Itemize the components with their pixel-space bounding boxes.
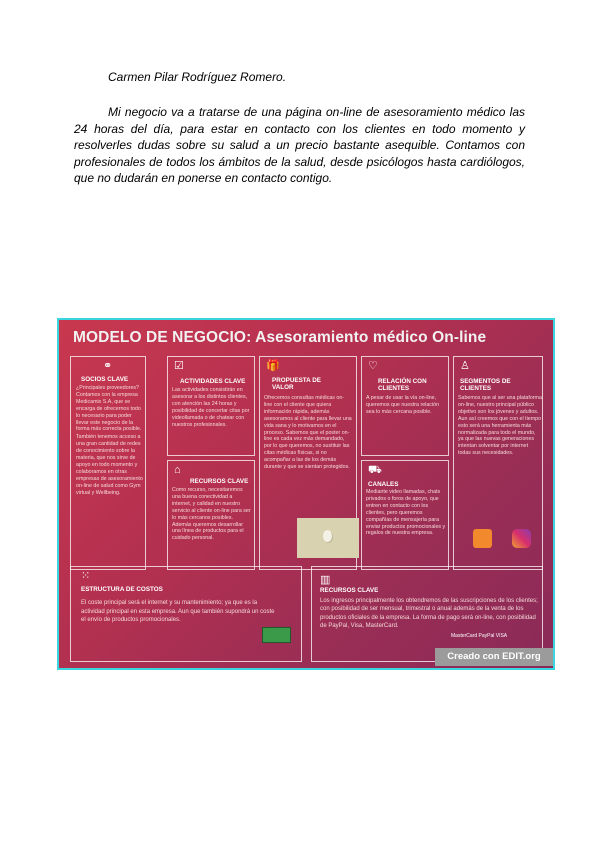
gift-icon: 🎁 [266, 360, 280, 372]
recursos-clave-text: Como recurso, necesitaremos una buena conectividad a internet, y calidad en nuestro servicio al cliente on-line para ser lo más cercanos posibles. Además queremos desarrollar una línea de productos para el cuidado personal. [172, 487, 251, 542]
intro-paragraph: Mi negocio va a tratarse de una página on-line de asesoramiento médico las 24 horas del día, para estar en contacto con los clientes en todo momento y resolverles dudas sobre su salud a un precio bastante asequible. Contamos con profesionales de todos los ámbitos de la salud, desde psicólogos hasta cardiólogos, que no dudarán en ponerse en contacto contigo. [74, 105, 525, 186]
actividades-clave-title: ACTIVIDADES CLAVE [180, 378, 246, 385]
segmentos-clientes-title: SEGMENTOS DE CLIENTES [460, 378, 511, 392]
author-line: Carmen Pilar Rodríguez Romero. [108, 70, 287, 84]
relacion-clientes-box [361, 356, 449, 456]
bar-chart-icon: ▥ [320, 574, 331, 586]
socios-clave-title: SOCIOS CLAVE [81, 376, 129, 383]
factory-icon: ⌂ [174, 464, 181, 476]
edit-credit: Creado con EDIT.org [435, 648, 553, 666]
heart-icon: ♡ [368, 360, 378, 372]
propuesta-valor-title: PROPUESTA DE VALOR [272, 377, 321, 391]
payment-logos: MasterCard PayPal VISA [451, 633, 508, 639]
socios-clave-text [76, 385, 143, 498]
ingresos-title: RECURSOS CLAVE [320, 587, 379, 594]
partners-icon: ⚭ [103, 360, 113, 372]
socios-clave-text-2: También tenemos acceso a una gran cantidad de redes de conocimiento sobre la materia, que nos sirve de apoyo en todo momento y colaboramos en otras empresas de asesoramiento on-line de salud como Gym virtual y Wellbeing. [76, 434, 143, 496]
propuesta-valor-text: Ofrecemos consultas médicas on-line con el cliente que quiera información rápida, además asesoramos al cliente para llevar una vida sana y lo motivamos en el proceso. Sabemos que el poster on-line es cada vez más demandado, por lo que queremos, no sustituir las citas médicas físicas, si no acompañar a las de los demás durante y que se sientan protegidos. [264, 395, 352, 471]
money-icon [262, 627, 291, 643]
socios-clave-box [70, 356, 146, 570]
business-model-canvas [57, 318, 555, 670]
ingresos-text: Los ingresos principalmente los obtendremos de las suscripciones de los clientes; con posibilidad de ser mensual, trimestral o anual además de la venta de los productos oficiales de la empresa. La forma de pago será on-line, con posibilidad de PayPal, Visa, MasterCard. [320, 598, 538, 630]
canales-title: CANALES [368, 481, 399, 488]
actividades-clave-box [167, 356, 255, 456]
estructura-costos-text: El coste principal será el internet y su mantenimiento; ya que es la actividad principal en esta empresa. Aun que también supondrá un coste el envío de productos promocionales. [81, 600, 275, 624]
recursos-clave-title: RECURSOS CLAVE [190, 478, 249, 485]
canales-text: Mediante video llamadas, chats privados o foros de apoyo, que entren en contacto con los clientes, pero queremos compañías de mensajería para enviar productos promocionales y regalos de nuestra empresa. [366, 489, 446, 537]
socios-clave-text-1: ¿Principales proveedores? Contamos con la empresa Medicamix S.A, que se encarga de ofrecernos todo lo necesario para poder llevar este negocio de la forma más correcta posible. [76, 385, 142, 433]
recursos-clave-box [167, 460, 255, 570]
user-icon: ♙ [460, 360, 470, 372]
relacion-clientes-text: A pesar de usar la vía on-line, queremos que nuestra relación sea lo más cercana posible. [366, 395, 440, 415]
segmentos-clientes-text: Sabemos que al ser una plataforma on-line, nuestro principal público objetivo son los jóvenes y adultos. Aun así creemos que con el tiempo esto será una herramienta más normalizada para todo el mundo, ya que las nuevas generaciones intentan solventar por internet todas sus necesidades. [458, 395, 542, 457]
egg-shape [323, 530, 332, 542]
relacion-clientes-title: RELACIÓN CON CLIENTES [378, 378, 427, 392]
checklist-icon: ☑ [174, 360, 184, 372]
estructura-costos-title: ESTRUCTURA DE COSTOS [81, 586, 163, 593]
truck-icon: ⛟ [368, 464, 382, 476]
estructura-costos-box [70, 566, 302, 662]
instagram-icon [512, 529, 531, 548]
calendar-grid-icon: ⁙ [81, 570, 91, 582]
egg-photo [297, 518, 359, 558]
actividades-clave-text: Las actividades consistirán en asesorar a los distintos clientes, con atención las 24 horas y posibilidad de concertar citas por videollamada o de chatear con nuestros profesionales. [172, 387, 250, 428]
canales-box [361, 460, 449, 570]
rss-icon [473, 529, 492, 548]
canvas-title: MODELO DE NEGOCIO: Asesoramiento médico On-line [73, 329, 487, 346]
